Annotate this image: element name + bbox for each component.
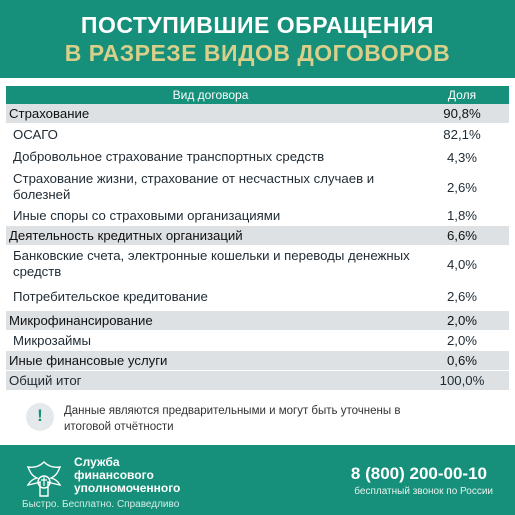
row-name: Микрофинансирование bbox=[9, 312, 153, 328]
table-header bbox=[6, 86, 509, 104]
table-row bbox=[6, 226, 509, 246]
row-value: 0,6% bbox=[446, 353, 478, 368]
table-row bbox=[6, 206, 509, 226]
row-name: Страхование bbox=[9, 105, 90, 121]
row-value: 2,6% bbox=[446, 179, 478, 195]
header-banner bbox=[0, 0, 515, 78]
row-name: Банковские счета, электронные кошельки и переводы денежных средств bbox=[13, 248, 410, 279]
row-name: Деятельность кредитных организаций bbox=[9, 227, 243, 243]
row-value: 90,8% bbox=[443, 106, 481, 121]
contracts-table bbox=[6, 86, 509, 391]
row-value: 2,0% bbox=[446, 333, 478, 348]
hotline-note: бесплатный звонок по России bbox=[354, 486, 493, 497]
table-row bbox=[6, 169, 509, 206]
row-name: Добровольное страхование транспортных средств bbox=[13, 149, 325, 164]
page-subtitle: В РАЗРЕЗЕ ВИДОВ ДОГОВОРОВ bbox=[64, 40, 451, 66]
eagle-emblem-icon bbox=[22, 458, 66, 502]
slogan: Быстро. Бесплатно. Справедливо bbox=[22, 499, 180, 510]
row-name: Страхование жизни, страхование от несчастных случаев и болезней bbox=[13, 171, 375, 202]
table-row bbox=[6, 311, 509, 331]
column-header-contract-type: Вид договора bbox=[172, 88, 249, 102]
row-value: 2,6% bbox=[446, 289, 478, 304]
column-header-share: Доля bbox=[447, 88, 477, 102]
row-value: 4,3% bbox=[446, 149, 478, 165]
org-name: Служба финансового уполномоченного bbox=[74, 455, 181, 495]
row-name: Иные финансовые услуги bbox=[9, 352, 168, 368]
table-row-total bbox=[6, 371, 509, 391]
row-name: ОСАГО bbox=[13, 126, 58, 142]
exclamation-icon: ! bbox=[26, 403, 54, 431]
table-row bbox=[6, 104, 509, 124]
row-name: Иные споры со страховыми организациями bbox=[13, 207, 281, 223]
table-row bbox=[6, 283, 509, 311]
table-row bbox=[6, 331, 509, 351]
row-name: Потребительское кредитование bbox=[13, 288, 208, 304]
row-value: 82,1% bbox=[443, 127, 481, 142]
hotline-phone: 8 (800) 200-00-10 bbox=[350, 464, 487, 483]
row-name: Микрозаймы bbox=[13, 332, 91, 348]
disclaimer-note bbox=[14, 397, 499, 439]
row-value: 6,6% bbox=[446, 228, 478, 243]
table-row bbox=[6, 351, 509, 371]
row-value: 2,0% bbox=[446, 313, 478, 328]
row-name: Общий итог bbox=[9, 372, 82, 388]
table-row bbox=[6, 246, 509, 283]
page-title: ПОСТУПИВШИЕ ОБРАЩЕНИЯ bbox=[80, 12, 435, 38]
table-row bbox=[6, 124, 509, 146]
table-row bbox=[6, 146, 509, 169]
row-value: 4,0% bbox=[446, 256, 478, 272]
row-value: 100,0% bbox=[439, 373, 485, 388]
row-value: 1,8% bbox=[446, 208, 478, 223]
disclaimer-text: Данные являются предварительными и могут быть уточнены в итоговой отчётности bbox=[64, 405, 401, 433]
footer bbox=[0, 445, 515, 515]
